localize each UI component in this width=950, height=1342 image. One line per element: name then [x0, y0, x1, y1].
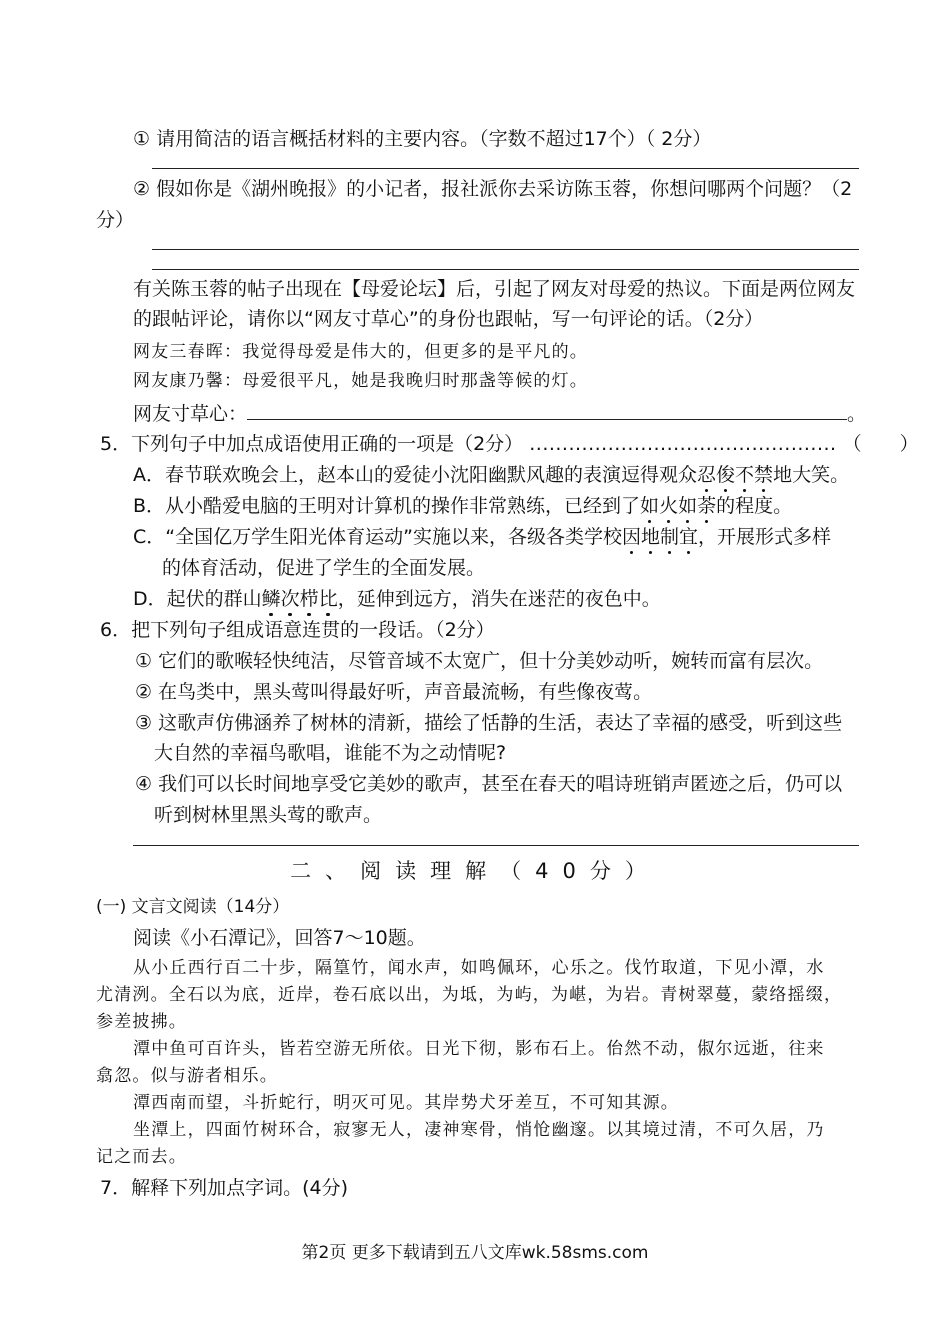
- q5-b-text: B．从小酷爱电脑的王明对计算机的操作非常熟练，已经到了: [133, 495, 641, 517]
- emphasis-char: 禁: [754, 464, 774, 486]
- q6-sentence-1: ① 它们的歌喉轻快纯洁，尽管音域不太宽广，但十分美妙动听，婉转而富有层次。: [135, 650, 824, 672]
- forum-post-sanchunhui: 网友三春晖：我觉得母爱是伟大的，但更多的是平凡的。: [133, 342, 588, 362]
- q5-d-text: D．起伏的群山: [133, 588, 262, 610]
- answer-line: [152, 168, 859, 169]
- reply-end: 。: [847, 403, 867, 425]
- q5-option-c-line2: 的体育活动，促进了学生的全面发展。: [162, 557, 486, 579]
- question-part2-line1: ② 假如你是《湖州晚报》的小记者，报社派你去采访陈玉蓉，你想问哪两个问题？（2: [133, 178, 853, 200]
- answer-line: [152, 269, 859, 270]
- q5-b-text-end: 的程度。: [716, 495, 793, 517]
- passage-p2-line2: 翕忽。似与游者相乐。: [96, 1066, 278, 1086]
- q6-sentence-4-line1: ④ 我们可以长时间地享受它美妙的歌声，甚至在春天的唱诗班销声匿迹之后，仍可以: [135, 773, 843, 795]
- q5-c-text: C．“全国亿万学生阳光体育运动”实施以来，各级各类学校: [133, 526, 622, 548]
- q5-stem: 5．下列句子中加点成语使用正确的一项是（2分）: [100, 433, 524, 455]
- q5-a-text-end: 地大笑。: [773, 464, 850, 486]
- answer-line: [152, 249, 859, 250]
- answer-line: [133, 845, 859, 846]
- passage-p1-line2: 尤清洌。全石以为底，近岸，卷石底以出，为坻，为屿，为嵁，为岩。青树翠蔓，蒙络摇缀，: [96, 985, 843, 1005]
- q5-option-d: [133, 587, 661, 611]
- q6-stem: 6．把下列句子组成语意连贯的一段话。（2分）: [100, 619, 495, 641]
- q5-option-a: [133, 463, 849, 487]
- emphasis-char: 比: [318, 588, 338, 610]
- passage-p4-line1: 坐潭上，四面竹树环合，寂寥无人，凄神寒骨，悄怆幽邃。以其境过清，不可久居，乃: [133, 1120, 825, 1140]
- q5-option-b: [133, 494, 792, 518]
- reading-instruction: 阅读《小石潭记》，回答7～10题。: [133, 927, 426, 949]
- emphasis-char: 鳞: [261, 588, 281, 610]
- q5-stem-row: [100, 432, 919, 456]
- q5-d-idiom: [262, 588, 338, 610]
- emphasis-char: 不: [735, 464, 755, 486]
- passage-p4-line2: 记之而去。: [96, 1147, 187, 1167]
- page-footer: 第2页 更多下载请到五八文库wk.58sms.com: [301, 1243, 649, 1263]
- emphasis-char: 忍: [697, 464, 717, 486]
- q6-sentence-4-line2: 听到树林里黑头莺的歌声。: [154, 804, 383, 826]
- q6-sentence-3-line2: 大自然的幸福鸟歌唱，谁能不为之动情呢?: [154, 742, 507, 764]
- reply-blank[interactable]: [247, 401, 847, 420]
- q5-leader: ...............................................: [529, 433, 837, 455]
- emphasis-char: 俊: [716, 464, 736, 486]
- forum-intro-line1: 有关陈玉蓉的帖子出现在【母爱论坛】后，引起了网友对母爱的热议。下面是两位网友: [133, 278, 856, 300]
- section-title: 二、阅读理解（40分）: [290, 859, 660, 883]
- question-part1: ① 请用简洁的语言概括材料的主要内容。（字数不超过17个）（ 2分）: [133, 128, 712, 150]
- passage-p1-line3: 参差披拂。: [96, 1012, 187, 1032]
- q5-c-idiom: [622, 526, 698, 548]
- forum-post-kangnaixin: 网友康乃馨：母爱很平凡，她是我晚归时那盏等候的灯。: [133, 371, 588, 391]
- q5-c-text-end: ，开展形式多样: [698, 526, 832, 548]
- emphasis-char: 栉: [299, 588, 319, 610]
- q6-sentence-2: ② 在鸟类中，黑头莺叫得最好听，声音最流畅，有些像夜莺。: [135, 681, 653, 703]
- q5-d-text-end: ，延伸到远方，消失在迷茫的夜色中。: [337, 588, 661, 610]
- emphasis-char: 地: [640, 526, 660, 548]
- reply-label: 网友寸草心：: [133, 403, 248, 425]
- passage-p3: 潭西南而望，斗折蛇行，明灭可见。其岸势犬牙差互，不可知其源。: [133, 1093, 679, 1113]
- q5-option-c: [133, 525, 831, 549]
- q5-b-idiom: [640, 495, 716, 517]
- emphasis-char: 制: [660, 526, 680, 548]
- emphasis-char: 荼: [697, 495, 717, 517]
- forum-reply-row: [133, 401, 866, 426]
- q7-stem: 7．解释下列加点字词。(4分): [100, 1177, 349, 1199]
- q6-sentence-3-line1: ③ 这歌声仿佛涵养了树林的清新，描绘了恬静的生活，表达了幸福的感受，听到这些: [135, 712, 843, 734]
- passage-p2-line1: 潭中鱼可百许头，皆若空游无所依。日光下彻，影布石上。佁然不动，俶尔远逝，往来: [133, 1039, 825, 1059]
- emphasis-char: 如: [640, 495, 660, 517]
- emphasis-char: 次: [280, 588, 300, 610]
- question-part2-line2: 分）: [96, 209, 135, 231]
- q5-answer-box[interactable]: （ ）: [842, 433, 919, 455]
- q5-a-idiom: [697, 464, 773, 486]
- emphasis-char: 火: [659, 495, 679, 517]
- emphasis-char: 如: [678, 495, 698, 517]
- emphasis-char: 因: [621, 526, 641, 548]
- emphasis-char: 宜: [679, 526, 699, 548]
- passage-p1-line1: 从小丘西行百二十步，隔篁竹，闻水声，如鸣佩环，心乐之。伐竹取道，下见小潭，水: [133, 958, 825, 978]
- forum-intro-line2: 的跟帖评论，请你以“网友寸草心”的身份也跟帖，写一句评论的话。（2分）: [133, 308, 764, 330]
- q5-a-text: A．春节联欢晚会上，赵本山的爱徒小沈阳幽默风趣的表演逗得观众: [133, 464, 697, 486]
- reading-subheading: (一) 文言文阅读（14分）: [96, 897, 290, 917]
